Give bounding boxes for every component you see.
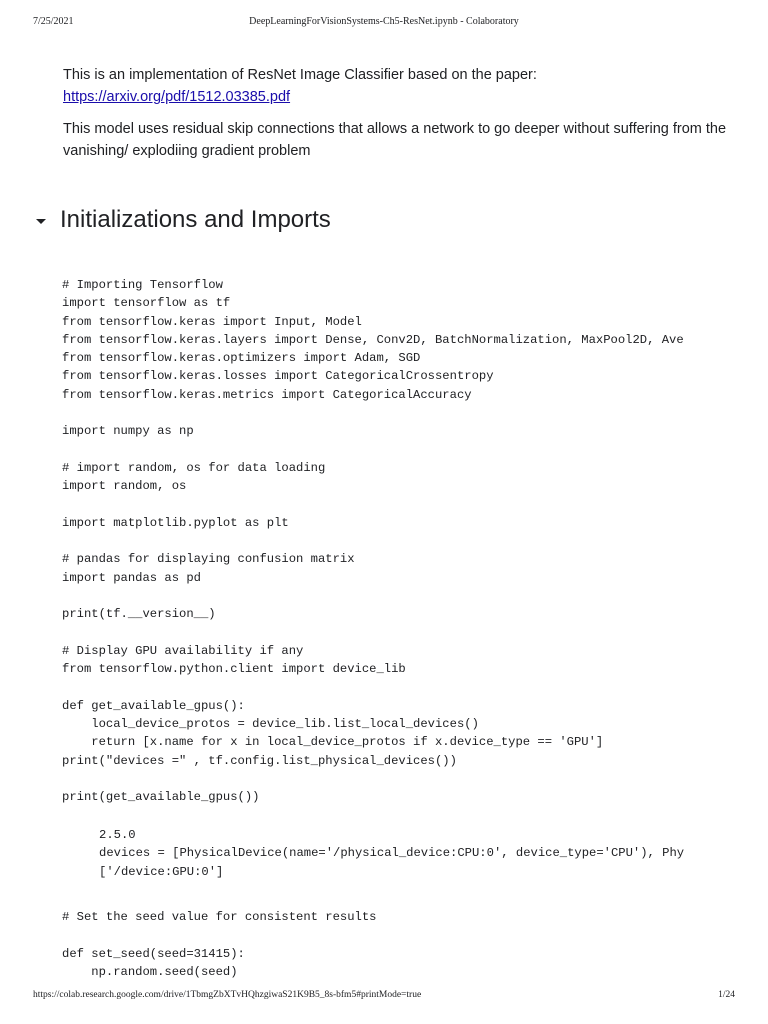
print-footer bbox=[0, 990, 768, 1006]
code-cell-imports[interactable]: # Importing Tensorflow import tensorflow as tf from tensorflow.keras import Input, Model from tensorflow.keras.layers import Dense, Conv2D, BatchNormalization, MaxPool2D, Ave from tensorflow.keras.optimizers import Adam, SGD from tensorflow.keras.losses import CategoricalCrossentropy from tensorflow.keras.metrics import CategoricalAccuracy import numpy as np # import random, os for data loading import random, os import matplotlib.pyplot as plt # pandas for displaying confusion matrix import pandas as pd print(tf.__version__) # Display GPU availability if any from tensorflow.python.client import device_lib def get_available_gpus(): local_device_protos = device_lib.list_local_devices() return [x.name for x in local_device_protos if x.device_type == 'GPU'] print("devices =" , tf.config.list_physical_devices()) print(get_available_gpus()) bbox=[62, 278, 684, 805]
section-header bbox=[36, 202, 331, 238]
cell-output: 2.5.0 devices = [PhysicalDevice(name='/physical_device:CPU:0', device_type='CPU'), Phy ['/device:GPU:0'] bbox=[99, 828, 685, 879]
code-cell-set-seed[interactable]: # Set the seed value for consistent results def set_seed(seed=31415): np.random.seed(seed) bbox=[62, 910, 377, 979]
collapse-caret-icon[interactable] bbox=[36, 219, 46, 224]
intro-text-cell bbox=[63, 64, 743, 172]
paper-link[interactable]: https://arxiv.org/pdf/1512.03385.pdf bbox=[63, 89, 291, 105]
intro-paragraph-2: This model uses residual skip connections that allows a network to go deeper without suffering from the vanishing/ explodiing gradient problem bbox=[63, 121, 727, 159]
print-date: 7/25/2021 bbox=[33, 16, 74, 27]
print-url: https://colab.research.google.com/drive/1TbmgZbXTvHQhzgiwaS21K9B5_8s-bfm5#printMode=true bbox=[33, 990, 422, 1000]
page-number: 1/24 bbox=[718, 990, 735, 1000]
intro-paragraph-1 bbox=[63, 64, 743, 108]
print-document-title: DeepLearningForVisionSystems-Ch5-ResNet.ipynb - Colaboratory bbox=[249, 16, 519, 27]
intro-line: This is an implementation of ResNet Image Classifier based on the paper: bbox=[63, 67, 537, 83]
section-title: Initializations and Imports bbox=[60, 206, 331, 233]
print-header bbox=[0, 16, 768, 32]
